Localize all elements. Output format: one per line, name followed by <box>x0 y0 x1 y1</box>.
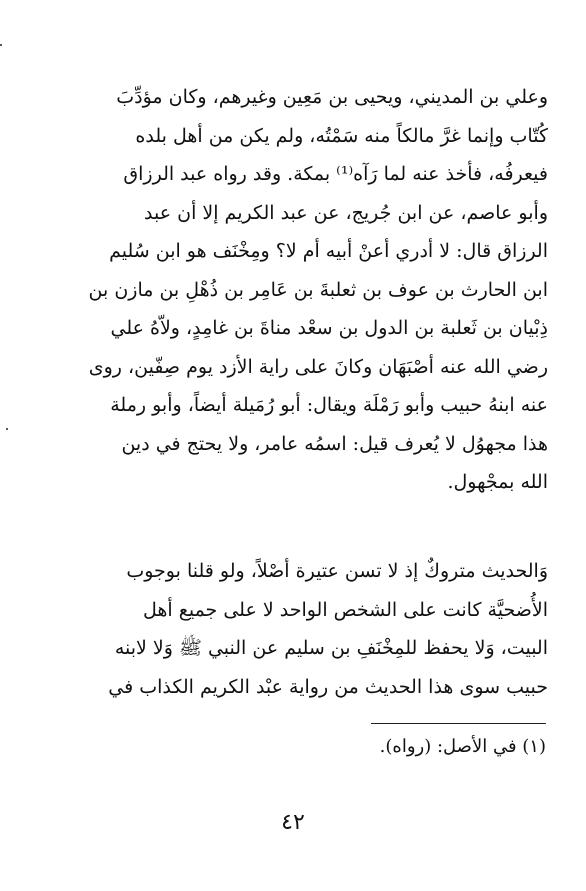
paragraph-1 <box>40 78 548 502</box>
paragraph-2 <box>40 552 548 706</box>
scan-mark-middle <box>6 428 8 430</box>
text-line: فيعرفُه، فأخذ عنه لما رَآه⁽¹⁾ بمكة. وقد رواه عبد الرزاق <box>123 163 548 185</box>
text-line: عنه ابنهُ حبيب وأبو رَمْلَة ويقال: أبو رُمَيلة أيضاً، وأبو رملة <box>110 394 548 416</box>
text-line: ذِبْيان بن ثَعلبة بن الدول بن سعْد مناةَ بن غامِدٍ، ولاّهُ علي <box>110 317 548 339</box>
text-line: وعلي بن المديني، ويحيى بن مَعِين وغيرهم، وكان مؤدِّبَ <box>116 86 548 108</box>
text-line: هذا مجهوُل لا يُعرف قيل: اسمُه عامر، ولا يحتج في دين <box>121 432 548 455</box>
scan-mark-top <box>0 44 2 46</box>
footnote: (١) في الأصل: (رواه). <box>379 736 546 757</box>
text-line: الأُضحيَّة كانت على الشخص الواحد لا على جميع أهل <box>143 598 548 621</box>
text-line: الله بمجْهول. <box>447 471 548 493</box>
text-line: حبيب سوى هذا الحديث من رواية عبْد الكريم الكذاب في <box>108 675 548 698</box>
text-line: وأبو عاصم، عن ابن جُريج، عن عبد الكريم إلا أن عبد <box>144 201 548 224</box>
text-line: ابن الحارث بن عوف بن ثعلبةَ بن عَامِر بن ذُهْلِ بن مازن بن <box>88 278 548 301</box>
page-number: ٤٢ <box>281 810 305 835</box>
text-line: وَالحديث متروكٌ إذ لا تسن عتيرة أصْلاً، ولو قلنا بوجوب <box>126 560 548 582</box>
text-line: رضي الله عنه أصْبَهَان وكانَ على راية الأزد يوم صِفّين، روى <box>88 355 548 378</box>
footnote-divider <box>371 723 546 724</box>
text-line: كُتّاب وإنما غرَّ مالكاً منه سَمْتُه، ولم يكن من أهل بلده <box>135 124 548 147</box>
text-line: الرزاق قال: لا أدري أعنْ أبيه أم لا؟ ومِخْنَف هو ابن سُليم <box>109 240 548 262</box>
text-line: البيت، وَلا يحفظ للمِخْنَفِ بن سليم عن النبي ﷺ وَلا لابنه <box>114 637 548 659</box>
